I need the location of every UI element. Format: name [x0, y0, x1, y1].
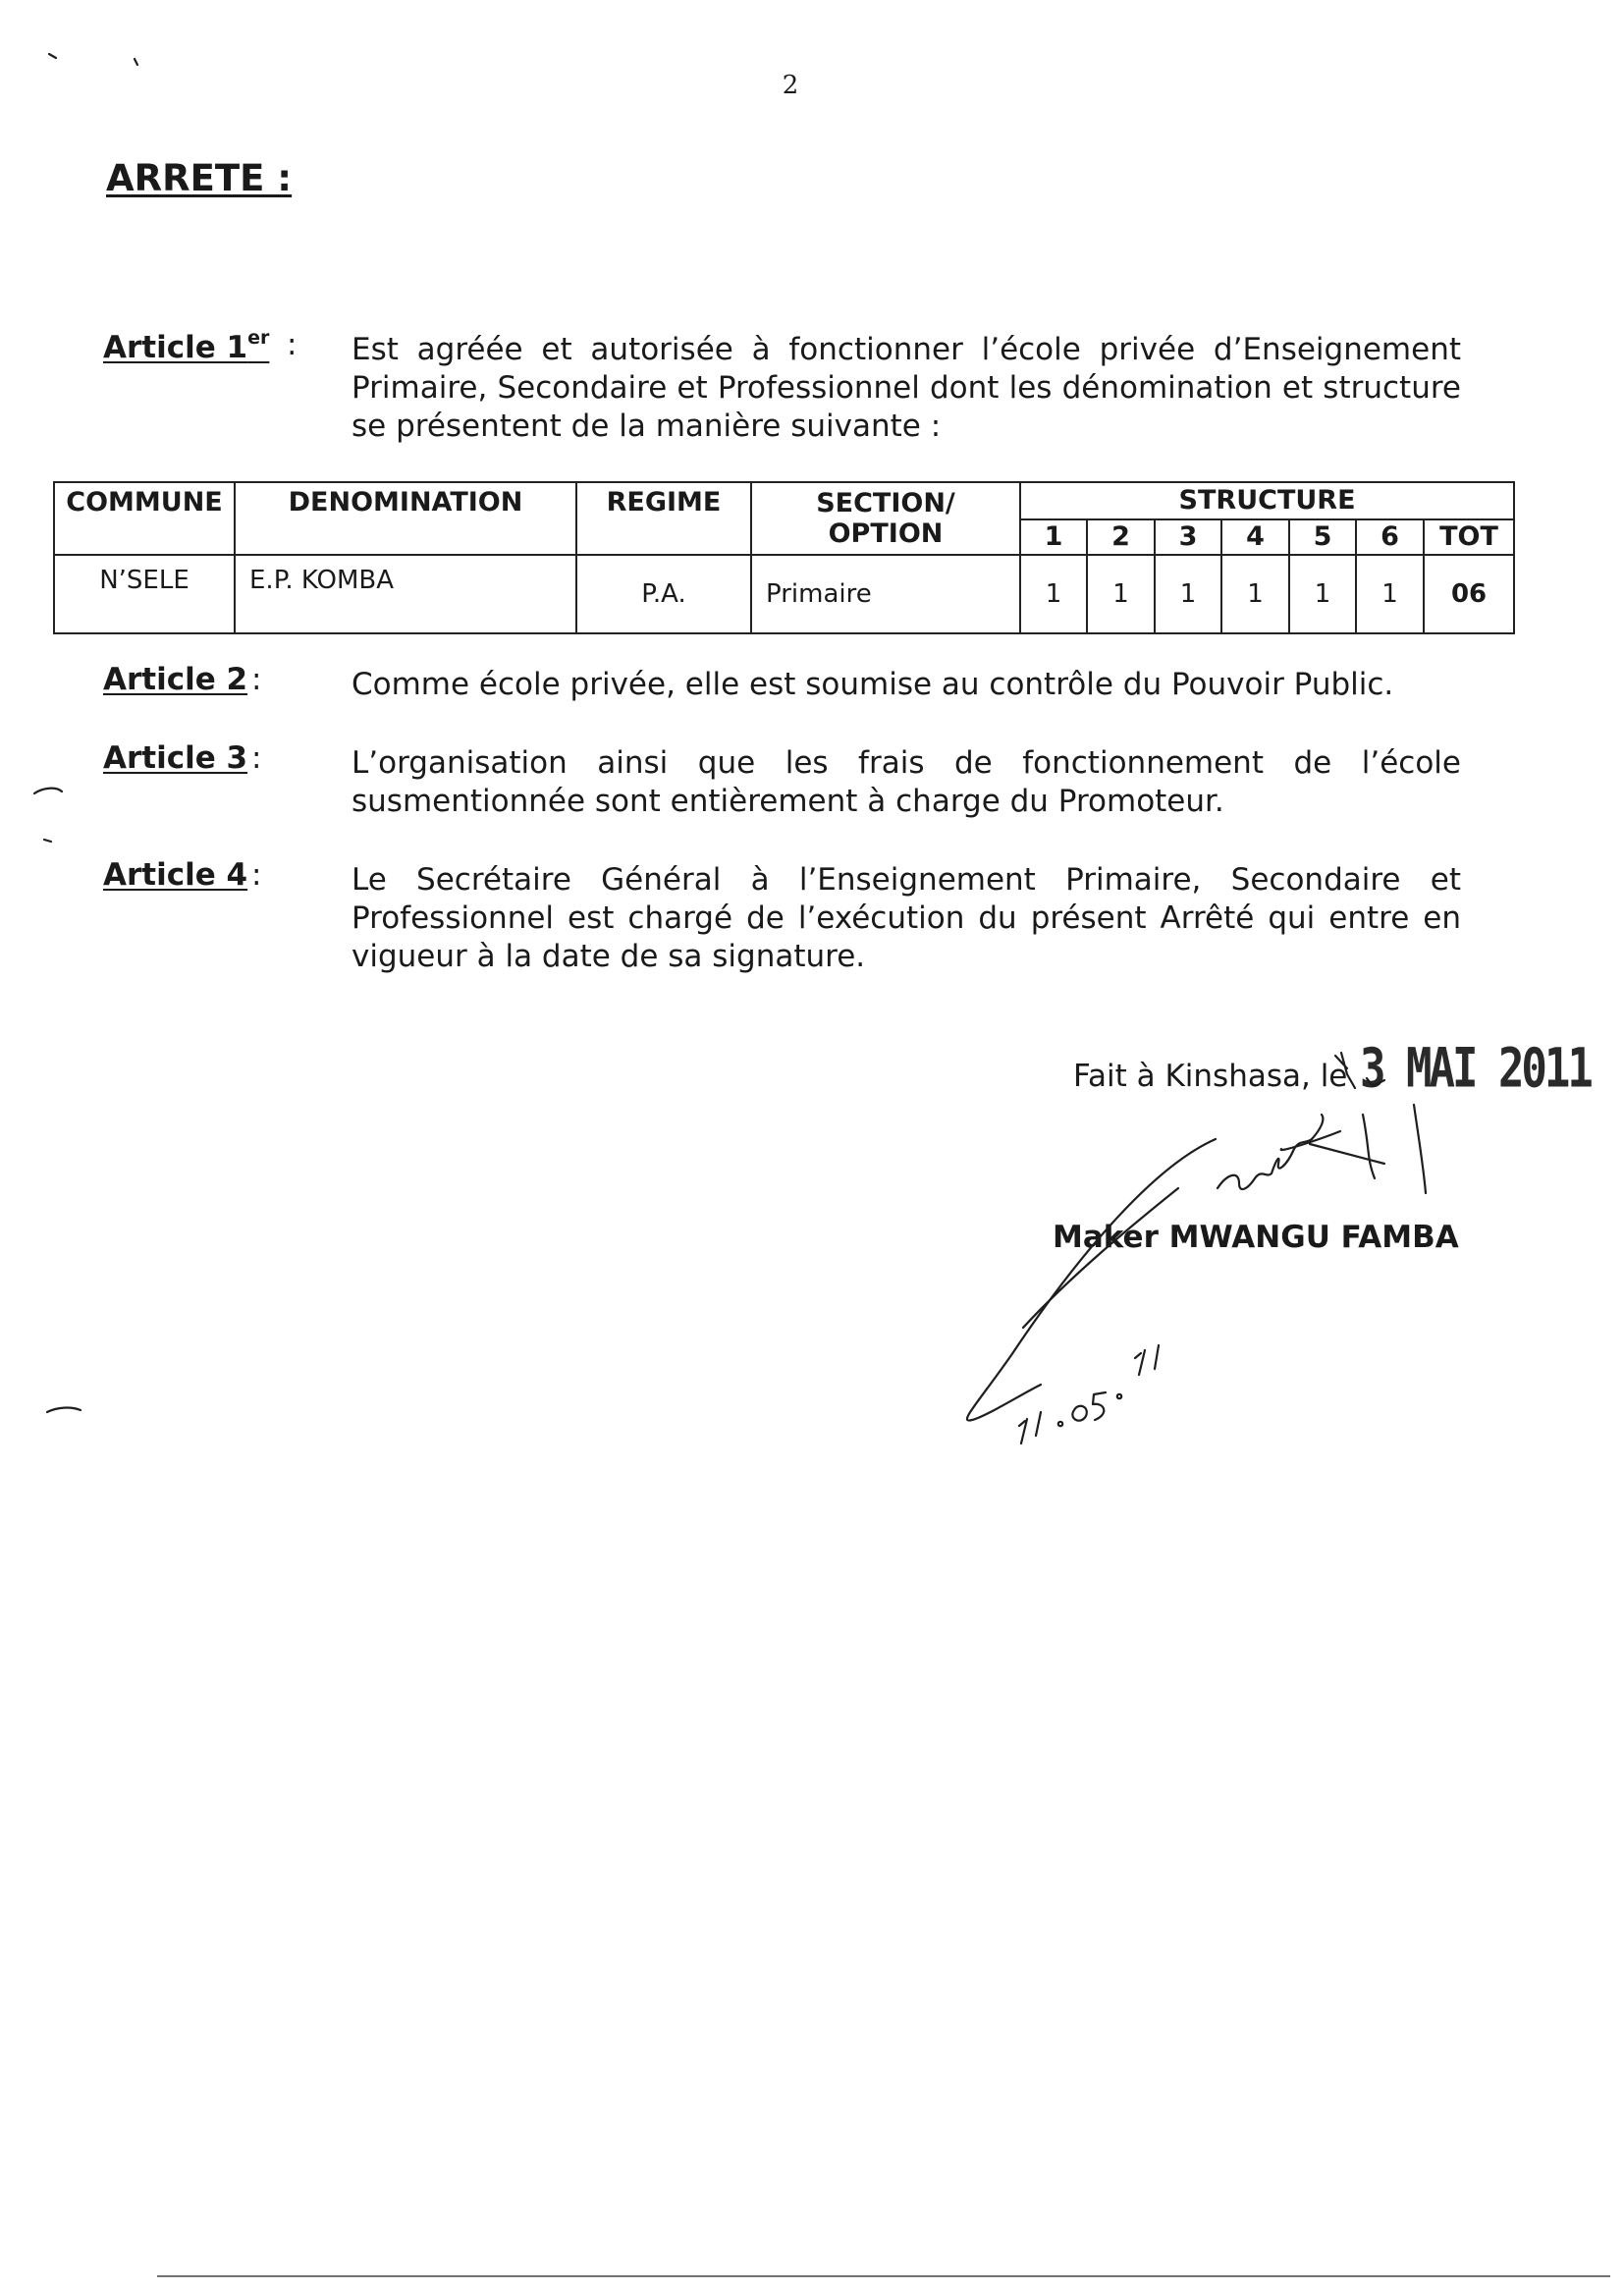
article-1-label-text: Article 1 — [103, 330, 248, 365]
cell-regime: P.A. — [576, 555, 751, 633]
cell-grade-2: 1 — [1087, 555, 1155, 633]
header-grade-2: 2 — [1087, 519, 1155, 555]
signatory-name: Maker MWANGU FAMBA — [1053, 1220, 1459, 1255]
header-grade-6: 6 — [1356, 519, 1424, 555]
article-3-label-text: Article 3 — [103, 740, 248, 776]
cell-grade-5: 1 — [1289, 555, 1356, 633]
date-stamp: 3 MAI 2011 — [1360, 1037, 1591, 1101]
page-number: 2 — [782, 71, 799, 100]
article-4-label-text: Article 4 — [103, 857, 248, 893]
cell-grade-3: 1 — [1155, 555, 1221, 633]
header-commune: COMMUNE — [54, 482, 235, 555]
article-3-colon: : — [251, 740, 262, 776]
header-regime: REGIME — [576, 482, 751, 555]
article-4-colon: : — [251, 857, 262, 893]
decree-heading: ARRETE : — [106, 157, 293, 199]
cell-total: 06 — [1424, 555, 1514, 633]
article-1-superscript: er — [247, 327, 270, 349]
article-1-colon: : — [287, 327, 298, 362]
header-total: TOT — [1424, 519, 1514, 555]
cell-section: Primaire — [751, 555, 1020, 633]
header-grade-1: 1 — [1020, 519, 1087, 555]
header-structure: STRUCTURE — [1020, 482, 1514, 519]
cell-commune: N’SELE — [54, 555, 235, 633]
header-grade-4: 4 — [1221, 519, 1289, 555]
cell-denomination: E.P. KOMBA — [235, 555, 576, 633]
header-denomination: DENOMINATION — [235, 482, 576, 555]
header-grade-5: 5 — [1289, 519, 1356, 555]
cell-grade-6: 1 — [1356, 555, 1424, 633]
header-grade-3: 3 — [1155, 519, 1221, 555]
article-4-text: Le Secrétaire Général à l’Enseignement Primaire, Secondaire et Professionnel est chargé de l’exécution du présent Arrêté qui entre en vigueur à la date de sa signature. — [352, 862, 1461, 974]
header-section-line1: SECTION/ — [816, 488, 955, 518]
article-2-text: Comme école privée, elle est soumise au contrôle du Pouvoir Public. — [352, 667, 1394, 702]
article-2-label-text: Article 2 — [103, 662, 248, 697]
article-1-text: Est agréée et autorisée à fonctionner l’école privée d’Enseignement Primaire, Secondaire et Professionnel dont les dénomination et structure se présentent de la manière suivante : — [352, 332, 1461, 444]
cell-grade-1: 1 — [1020, 555, 1087, 633]
article-3-text: L’organisation ainsi que les frais de fonctionnement de l’école susmentionnée sont entièrement à charge du Promoteur. — [352, 745, 1461, 819]
article-2-colon: : — [251, 662, 262, 697]
cell-grade-4: 1 — [1221, 555, 1289, 633]
header-section-line2: OPTION — [828, 518, 944, 549]
place-and-date: Fait à Kinshasa, le — [1073, 1059, 1348, 1094]
